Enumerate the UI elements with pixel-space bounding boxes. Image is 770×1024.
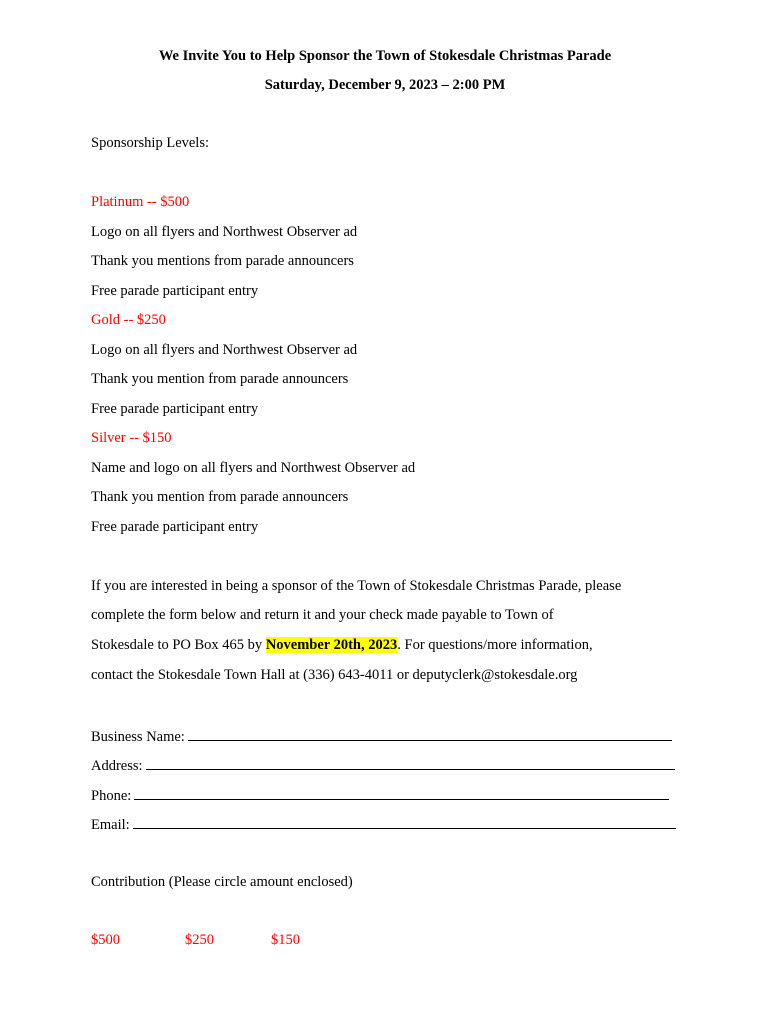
level-benefit: Logo on all flyers and Northwest Observer ad <box>91 342 358 358</box>
instructions-line: If you are interested in being a sponsor of the Town of Stokesdale Christmas Parade, please <box>91 578 622 594</box>
phone-line[interactable] <box>134 786 669 800</box>
business-name-label: Business Name: <box>91 729 185 745</box>
instructions-text: Stokesdale to PO Box 465 by <box>91 637 266 653</box>
level-benefit: Free parade participant entry <box>91 401 259 417</box>
levels-heading: Sponsorship Levels: <box>91 135 210 151</box>
phone-label: Phone: <box>91 788 132 804</box>
address-line[interactable] <box>146 756 675 770</box>
business-name-line[interactable] <box>188 727 672 741</box>
amount-option-150[interactable]: $150 <box>271 932 300 948</box>
level-benefit: Free parade participant entry <box>91 283 259 299</box>
business-name-field[interactable] <box>91 727 672 746</box>
level-benefit: Free parade participant entry <box>91 519 259 535</box>
address-field[interactable] <box>91 756 675 775</box>
level-benefit: Thank you mentions from parade announcers <box>91 253 354 269</box>
contribution-label: Contribution (Please circle amount enclosed) <box>91 874 353 890</box>
deadline-highlight: November 20th, 2023 <box>265 637 398 653</box>
email-field[interactable] <box>91 815 676 834</box>
level-name-platinum: Platinum -- $500 <box>91 194 190 210</box>
level-benefit: Logo on all flyers and Northwest Observer ad <box>91 224 358 240</box>
email-line[interactable] <box>133 815 676 829</box>
instructions-text: . For questions/more information, <box>397 637 593 653</box>
amount-option-250[interactable]: $250 <box>185 932 214 948</box>
level-name-gold: Gold -- $250 <box>91 312 166 328</box>
address-label: Address: <box>91 758 143 774</box>
level-benefit: Thank you mention from parade announcers <box>91 489 349 505</box>
phone-field[interactable] <box>91 786 669 805</box>
level-benefit: Name and logo on all flyers and Northwest Observer ad <box>91 460 416 476</box>
instructions-line <box>91 637 593 654</box>
amount-option-500[interactable]: $500 <box>91 932 120 948</box>
instructions-line: complete the form below and return it and your check made payable to Town of <box>91 607 554 623</box>
page-title: We Invite You to Help Sponsor the Town of Stokesdale Christmas Parade <box>158 48 612 64</box>
event-date: Saturday, December 9, 2023 – 2:00 PM <box>264 77 506 93</box>
level-name-silver: Silver -- $150 <box>91 430 172 446</box>
level-benefit: Thank you mention from parade announcers <box>91 371 349 387</box>
email-label: Email: <box>91 817 130 833</box>
contact-line: contact the Stokesdale Town Hall at (336) 643-4011 or deputyclerk@stokesdale.org <box>91 667 578 683</box>
